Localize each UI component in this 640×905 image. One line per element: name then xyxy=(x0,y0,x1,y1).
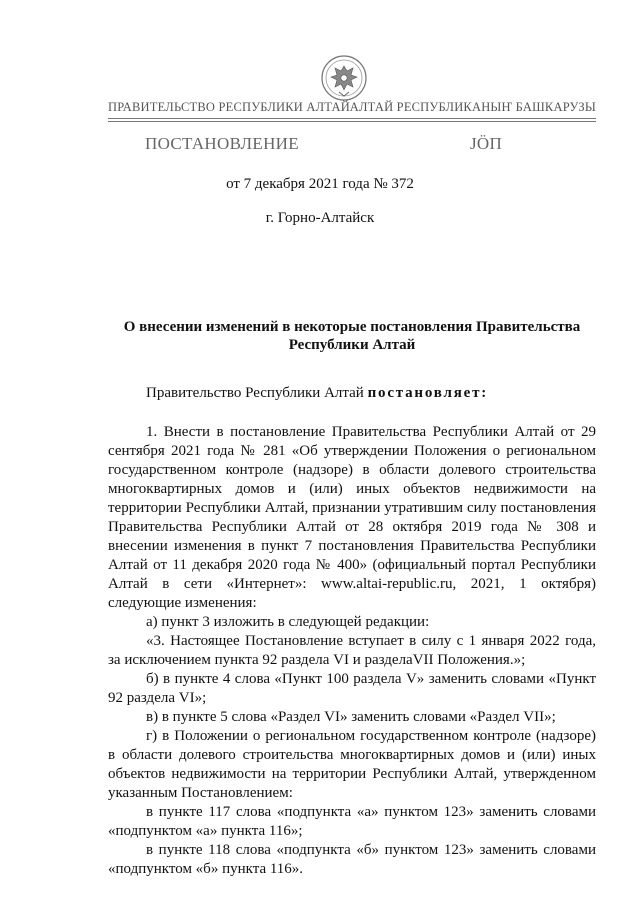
body-paragraph: «3. Настоящее Постановление вступает в силу с 1 января 2022 года, за исключением пункта 92 раздела VI и разделаVII Положения.»; xyxy=(108,633,596,668)
header-left-text: ПРАВИТЕЛЬСТВО РЕСПУБЛИКИ АЛТАЙ xyxy=(108,100,350,114)
date-line: от 7 декабря 2021 года № 372 xyxy=(226,176,414,192)
title-line-1: О внесении изменений в некоторые постановления Правительства xyxy=(123,319,581,335)
body-paragraph: в) в пункте 5 слова «Раздел VI» заменить словами «Раздел VII»; xyxy=(146,709,556,725)
header-rule-bottom xyxy=(108,121,596,122)
body-paragraph: в пункте 118 слова «подпункта «б» пунктом 123» заменить словами «подпунктом «б» пункта 116». xyxy=(108,842,596,877)
government-header xyxy=(108,100,596,118)
body-paragraph: г) в Положении о региональном государственном контроле (надзоре) в области долевого строительства многоквартирных домов и (или) иных объектов недвижимости на территории Республики Алтай, утвержденном указанным Постановлением: xyxy=(108,728,596,801)
header-right-text: АЛТАЙ РЕСПУБЛИКАНЫҤ БАШКАРУЗЫ xyxy=(349,100,596,114)
intro-paragraph xyxy=(108,384,596,403)
body-paragraph: в пункте 117 слова «подпункта «а» пунктом 123» заменить словами «подпунктом «а» пункта 116»; xyxy=(108,804,596,839)
body-paragraph: б) в пункте 4 слова «Пункт 100 раздела V» заменить словами «Пункт 92 раздела VI»; xyxy=(108,671,596,706)
document-body xyxy=(108,384,596,879)
body-paragraph: а) пункт 3 изложить в следующей редакции: xyxy=(146,614,430,630)
doc-type-right: ЈÖП xyxy=(470,134,503,153)
document-title xyxy=(108,318,596,354)
title-line-2: Республики Алтай xyxy=(288,337,416,353)
body-paragraph: 1. Внести в постановление Правительства Республики Алтай от 29 сентября 2021 года № 281 «Об утверждении Положения о региональном государственном контроле (надзоре) в области долевого строительства многоквартирных домов и (или) иных объектов недвижимости на территории Республики Алтай, признании утратившим силу постановления Правительства Республики Алтай от 28 октября 2019 года № 308 и внесении изменения в пункт 7 постановления Правительства Республики Алтай от 11 декабря 2020 года № 400» (официальный портал Республики Алтай в сети «Интернет»: www.altai-republic.ru, 2021, 1 октября) следующие изменения: xyxy=(108,424,596,611)
eagle-emblem-icon xyxy=(320,54,368,102)
city-line: г. Горно-Алтайск xyxy=(265,210,375,226)
intro-text: Правительство Республики Алтай xyxy=(146,385,368,401)
doc-type-left: ПОСТАНОВЛЕНИЕ xyxy=(145,134,299,153)
header-rule-top xyxy=(108,118,596,119)
intro-keyword: постановляет: xyxy=(367,385,489,401)
